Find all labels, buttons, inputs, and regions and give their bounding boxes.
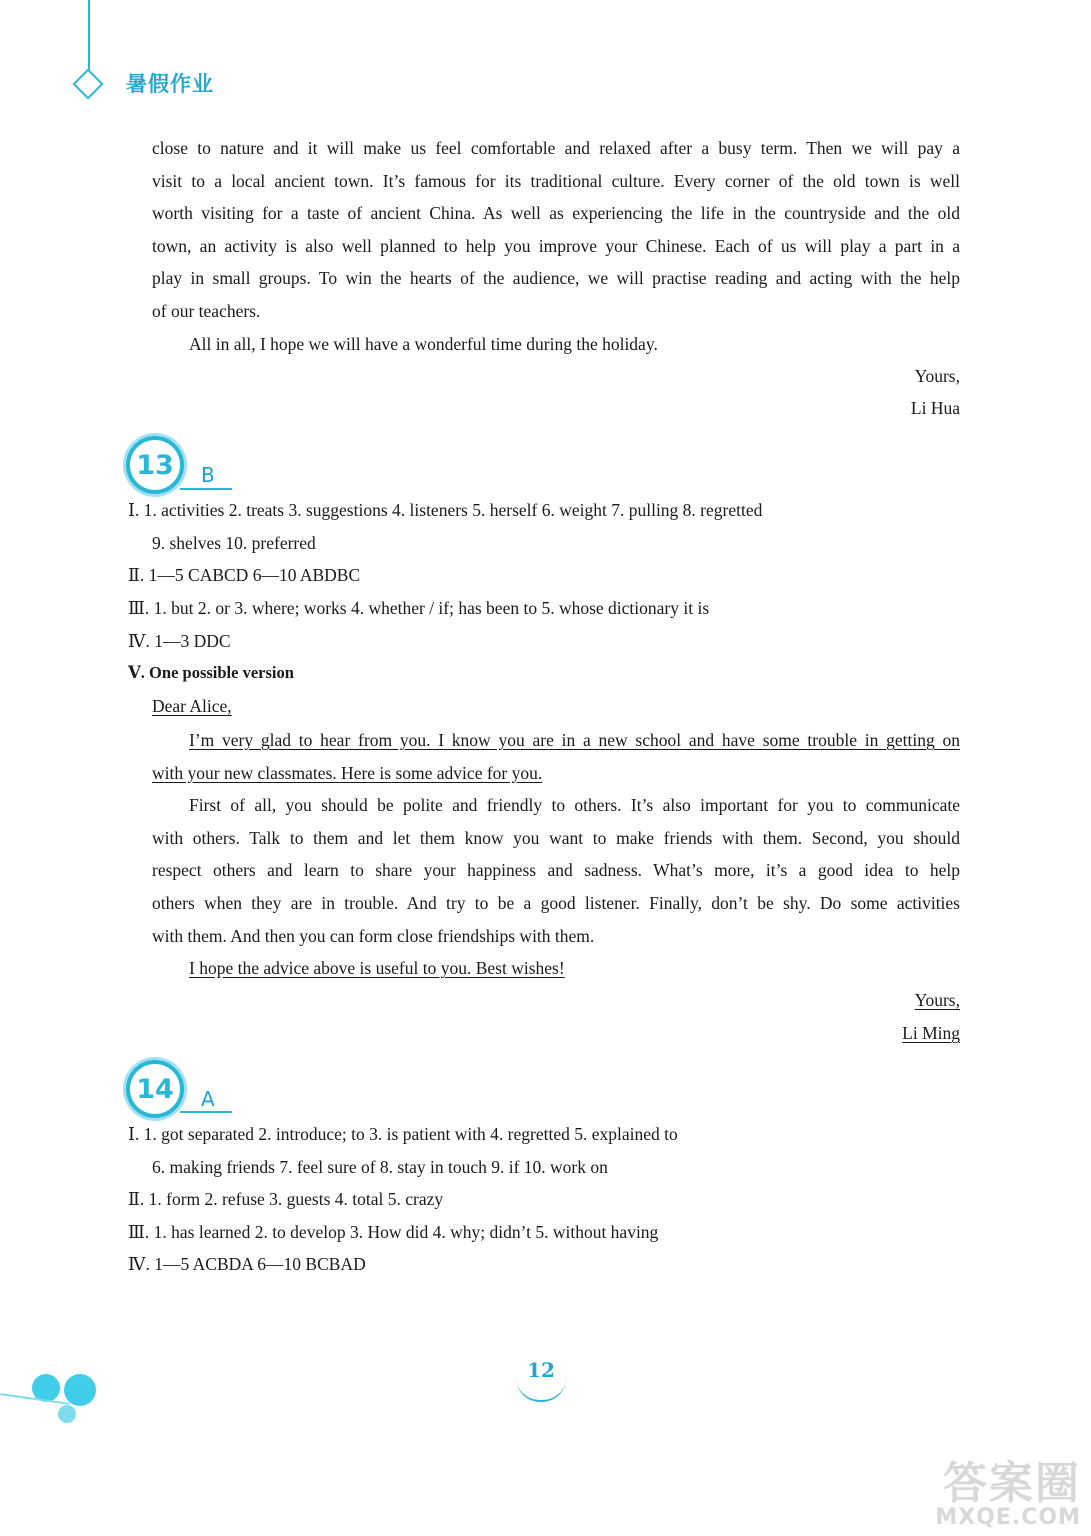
s13-body-line: with them. And then you can form close friendships with them.: [152, 925, 595, 946]
s13-body-line: First of all, you should be polite and friendly to others. It’s also important for you to communicate: [189, 795, 960, 816]
s14-q2: Ⅱ. 1. form 2. refuse 3. guests 4. total 5. crazy: [128, 1189, 444, 1209]
s13-intro-line: with your new classmates. Here is some advice for you.: [152, 762, 543, 783]
s13-body-line: respect others and learn to share your happiness and sadness. What’s more, it’s a good idea to help: [152, 860, 960, 881]
s13-q1-line1: Ⅰ. 1. activities 2. treats 3. suggestions 4. listeners 5. herself 6. weight 7. pulling 8. regretted: [128, 500, 763, 520]
s14-q4: Ⅳ. 1—5 ACBDA 6—10 BCBAD: [128, 1254, 366, 1274]
watermark: [935, 1458, 1081, 1530]
section-14-badge: 14: [126, 1060, 184, 1118]
s13-signoff: Yours,: [914, 990, 960, 1010]
page-number-arc: [516, 1378, 566, 1402]
watermark-line1: 答案圈: [943, 1458, 1081, 1509]
page-number: [508, 1358, 574, 1402]
s13-body-line: with others. Talk to them and let them know you want to make friends with them. Second, you should: [152, 827, 960, 848]
letter1-body: [152, 132, 960, 360]
s13-closing: I hope the advice above is useful to you. Best wishes!: [189, 958, 565, 979]
letter1-line: town, an activity is also well planned to help you improve your Chinese. Each of us will play a part in a: [152, 235, 960, 256]
diamond-icon: [72, 68, 103, 99]
s13-q2: Ⅱ. 1—5 CABCD 6—10 ABDBC: [128, 565, 361, 585]
section-13-badge: 13: [126, 436, 184, 494]
letter1-line: of our teachers.: [152, 300, 261, 321]
s14-q1-line1: Ⅰ. 1. got separated 2. introduce; to 3. is patient with 4. regretted 5. explained to: [128, 1124, 678, 1144]
s13-letter-body: [152, 724, 960, 985]
s13-q4: Ⅳ. 1—3 DDC: [128, 631, 231, 651]
decor-dot: [58, 1405, 76, 1423]
s13-signer: Li Ming: [902, 1023, 960, 1043]
s13-intro-line: I’m very glad to hear from you. I know you are in a new school and have some trouble in getting on: [189, 730, 960, 750]
s14-q1-line2: 6. making friends 7. feel sure of 8. stay in touch 9. if 10. work on: [152, 1157, 608, 1177]
s13-q3: Ⅲ. 1. but 2. or 3. where; works 4. whether / if; has been to 5. whose dictionary it is: [128, 598, 710, 618]
letter1-signer: Li Hua: [910, 398, 960, 418]
header-rule: [88, 0, 90, 72]
section-14-rule: [180, 1111, 232, 1113]
section-13-letter: B: [201, 463, 215, 487]
section-13-rule: [180, 488, 232, 490]
letter1-line: worth visiting for a taste of ancient China. As well as experiencing the life in the countryside and the old: [152, 203, 960, 224]
letter1-line: play in small groups. To win the hearts of the audience, we will practise reading and acting with the help: [152, 268, 960, 289]
watermark-line2: MXQE.COM: [935, 1505, 1081, 1530]
letter1-line: close to nature and it will make us feel comfortable and relaxed after a busy term. Then we will pay a: [152, 138, 960, 158]
s13-greeting: Dear Alice,: [152, 696, 232, 716]
letter1-line: visit to a local ancient town. It’s famous for its traditional culture. Every corner of the old town is well: [152, 170, 960, 191]
s13-q5-label: Ⅴ. One possible version: [128, 663, 294, 682]
section-14-letter: A: [201, 1087, 215, 1111]
s13-q1-line2: 9. shelves 10. preferred: [152, 533, 316, 553]
decor-dot: [64, 1374, 96, 1406]
s14-q3: Ⅲ. 1. has learned 2. to develop 3. How did 4. why; didn’t 5. without having: [128, 1222, 659, 1242]
page-number-text: 12: [527, 1358, 555, 1382]
letter1-closing: All in all, I hope we will have a wonderful time during the holiday.: [189, 333, 658, 354]
s13-body-line: others when they are in trouble. And try to be a good listener. Finally, don’t be shy. Do some activities: [152, 892, 960, 913]
header-title: 暑假作业: [126, 72, 214, 96]
letter1-signoff: Yours,: [914, 366, 960, 386]
